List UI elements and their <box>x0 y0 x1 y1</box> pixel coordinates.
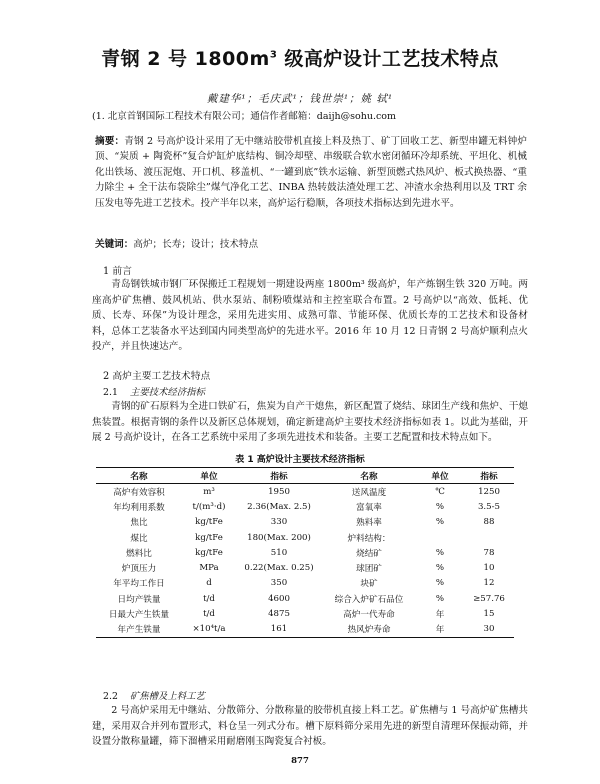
table-cell: % <box>435 547 445 558</box>
table-cell: 年产生铁量 <box>117 625 161 636</box>
table-cell: 送风温度 <box>351 487 387 498</box>
subsection-title: 矿焦槽及上料工艺 <box>129 691 205 702</box>
table-row <box>96 606 514 621</box>
section-2-2-paragraph: 2 号高炉采用无中继站、分散筛分、分散称量的胶带机直接上料工艺。矿焦槽与 1 号高炉矿焦槽共建，采用双合并列布置形式，料仓呈一列式分布。槽下原料筛分采用先进的新型自清理环保振动筛，并设置分散称量罐，筛下溜槽采用耐磨刚玉陶瓷复合衬板。 <box>92 705 528 748</box>
table-cell: 炉料结构： <box>347 533 391 544</box>
table-cell: 高炉有效容积 <box>113 487 165 498</box>
table-cell: ≥57.76 <box>473 593 505 604</box>
table-cell: 3.5-5 <box>477 501 501 512</box>
table-row <box>96 530 514 545</box>
table-cell: 330 <box>270 517 288 528</box>
keywords-text: 高炉；长寿；设计；技术特点 <box>133 239 259 250</box>
table-cell: 球团矿 <box>356 564 382 575</box>
table-cell: 富氧率 <box>356 502 382 513</box>
table-cell: 日均产铁量 <box>117 594 161 605</box>
title-main: 青钢 2 号 1800m <box>101 48 270 70</box>
table-row <box>96 499 514 514</box>
affiliation: (1. 北京首钢国际工程技术有限公司；通信作者邮箱：daijh@sohu.com <box>92 111 397 122</box>
table-row <box>96 622 514 638</box>
section-1-paragraph: 青岛钢铁城市钢厂环保搬迁工程规划一期建设两座 1800m³ 级高炉，年产炼钢生铁 320 万吨。两座高炉矿焦槽、鼓风机站、供水泵站、制粉喷煤站和主控室联合布置。2 号高炉以“高效、低耗、优质、长寿、环保”为设计理念，采用先进实用、成熟可靠、节能环保、优质长寿的工艺技术和设备材料，总体工艺装备水平达到国内同类型高炉的先进水平。2016 年 10 月 12 日青钢 2 号高炉顺利点火投产，并且快速达产。 <box>92 279 528 353</box>
table-row <box>96 576 514 591</box>
title-rest: 级高炉设计工艺技术特点 <box>277 48 499 70</box>
table-row <box>96 515 514 530</box>
table-cell: m³ <box>203 486 215 497</box>
table-row <box>96 560 514 575</box>
page-number: 877 <box>291 756 309 766</box>
col-header: 单位 <box>182 468 236 484</box>
table-cell: 0.22(Max. 0.25) <box>244 563 314 574</box>
table-cell: 161 <box>270 624 288 635</box>
paper-title <box>0 44 600 71</box>
col-header: 指标 <box>236 468 322 484</box>
col-header: 名称 <box>96 468 182 484</box>
table-cell: 年 <box>435 610 445 621</box>
table-cell: kg/tFe <box>195 517 223 528</box>
table-cell: 日最大产生铁量 <box>108 610 170 621</box>
subsection-title: 主要技术经济指标 <box>129 387 205 398</box>
table-row <box>96 484 514 500</box>
table-cell: 热风炉寿命 <box>347 625 391 636</box>
table-cell: 15 <box>483 609 495 620</box>
table-cell: 年平均工作日 <box>113 579 165 590</box>
table-cell: 510 <box>270 547 288 558</box>
table-cell: 高炉一代寿命 <box>343 610 395 621</box>
table-cell: MPa <box>199 563 219 574</box>
table-cell: 焦比 <box>130 518 148 529</box>
table-cell: 88 <box>483 517 495 528</box>
table-cell: t/d <box>203 609 215 620</box>
table-cell: kg/tFe <box>195 547 223 558</box>
table-body <box>96 484 514 638</box>
table-cell: % <box>435 578 445 589</box>
subsection-2-1-heading <box>103 384 205 398</box>
section-2-1-paragraph: 青钢的矿石原料为全进口铁矿石，焦炭为自产干熄焦，新区配置了烧结、球团生产线和焦炉、干熄焦装置。根据青钢的条件以及新区总体规划，确定新建高炉主要技术经济指标如表 1。以此为基础，开展 2 号高炉设计，在各工艺系统中采用了多项先进技术和装备。主要工艺配置和技术特点如下。 <box>92 401 528 444</box>
table-row <box>96 545 514 560</box>
table-cell: 78 <box>483 547 495 558</box>
author-list: 戴建华¹；毛庆武¹；钱世崇¹；姚 轼¹ <box>206 93 394 105</box>
table-cell: 烧结矿 <box>356 548 382 559</box>
table-cell: % <box>435 517 445 528</box>
table-caption: 表 1 高炉设计主要技术经济指标 <box>235 455 365 465</box>
subsection-number: 2.2 <box>103 691 118 702</box>
table-cell: % <box>435 501 445 512</box>
abstract-label: 摘要： <box>95 136 125 147</box>
table-cell: t/(m³·d) <box>192 501 226 512</box>
table-cell: 2.36(Max. 2.5) <box>247 501 311 512</box>
table-cell: kg/tFe <box>195 532 223 543</box>
table-cell: % <box>435 593 445 604</box>
table-cell <box>416 530 464 545</box>
table-cell: 熟料率 <box>356 518 382 529</box>
table-cell: 12 <box>483 578 495 589</box>
table-cell: 年均利用系数 <box>113 502 165 513</box>
table-cell: 1250 <box>478 486 500 497</box>
table-cell <box>464 530 514 545</box>
keywords <box>95 236 258 250</box>
table-header-row <box>96 468 514 484</box>
col-header: 指标 <box>464 468 514 484</box>
table-cell: 350 <box>270 578 288 589</box>
table-cell: 1950 <box>268 486 290 497</box>
section-2-heading: 2 高炉主要工艺技术特点 <box>103 371 211 382</box>
table-row <box>96 591 514 606</box>
subsection-number: 2.1 <box>103 387 118 398</box>
table-cell: 综合入炉矿石品位 <box>334 594 404 605</box>
table-cell: 10 <box>483 563 495 574</box>
table-cell: 4875 <box>268 609 290 620</box>
table-cell: 年 <box>435 625 445 636</box>
table-cell: t/d <box>203 593 215 604</box>
table-cell: 块矿 <box>360 579 378 590</box>
table-cell: d <box>206 578 212 589</box>
keywords-label: 关键词： <box>95 239 134 250</box>
table-cell: 燃料比 <box>126 548 152 559</box>
table-cell: ×10⁴t/a <box>192 624 226 635</box>
title-superscript: 3 <box>269 49 278 61</box>
table-cell: 煤比 <box>130 533 148 544</box>
spec-table <box>96 467 514 638</box>
col-header: 单位 <box>416 468 464 484</box>
table-cell: % <box>435 563 445 574</box>
col-header: 名称 <box>322 468 416 484</box>
table-cell: 30 <box>483 624 495 635</box>
table-cell: 180(Max. 200) <box>247 532 311 543</box>
abstract <box>95 134 527 211</box>
subsection-2-2-heading <box>103 688 205 702</box>
table-cell: ℃ <box>435 486 445 497</box>
table-cell: 4600 <box>268 593 290 604</box>
table-cell: 炉顶压力 <box>121 564 157 575</box>
section-1-heading: 1 前言 <box>103 266 132 277</box>
abstract-text: 青钢 2 号高炉设计采用了无中继站胶带机直接上料及热丁、矿丁回收工艺、新型串罐无料钟炉顶、“炭质 + 陶瓷杯”复合炉缸炉底结构、铜冷却壁、串级联合软水密闭循环冷却系统、平坦化、机械化出铁场、渡压泥炮、开口机、移盖机、“一罐到底”铁水运输、新型顶燃式热风炉、板式换热器、“重力除尘 + 全干法布袋除尘”煤气净化工艺、INBA 热转鼓法渣处理工艺、冲渣水余热利用以及 TRT 余压发电等先进工艺技术。投产半年以来，高炉运行稳顺，各项技术指标达到先进水平。 <box>95 136 528 209</box>
